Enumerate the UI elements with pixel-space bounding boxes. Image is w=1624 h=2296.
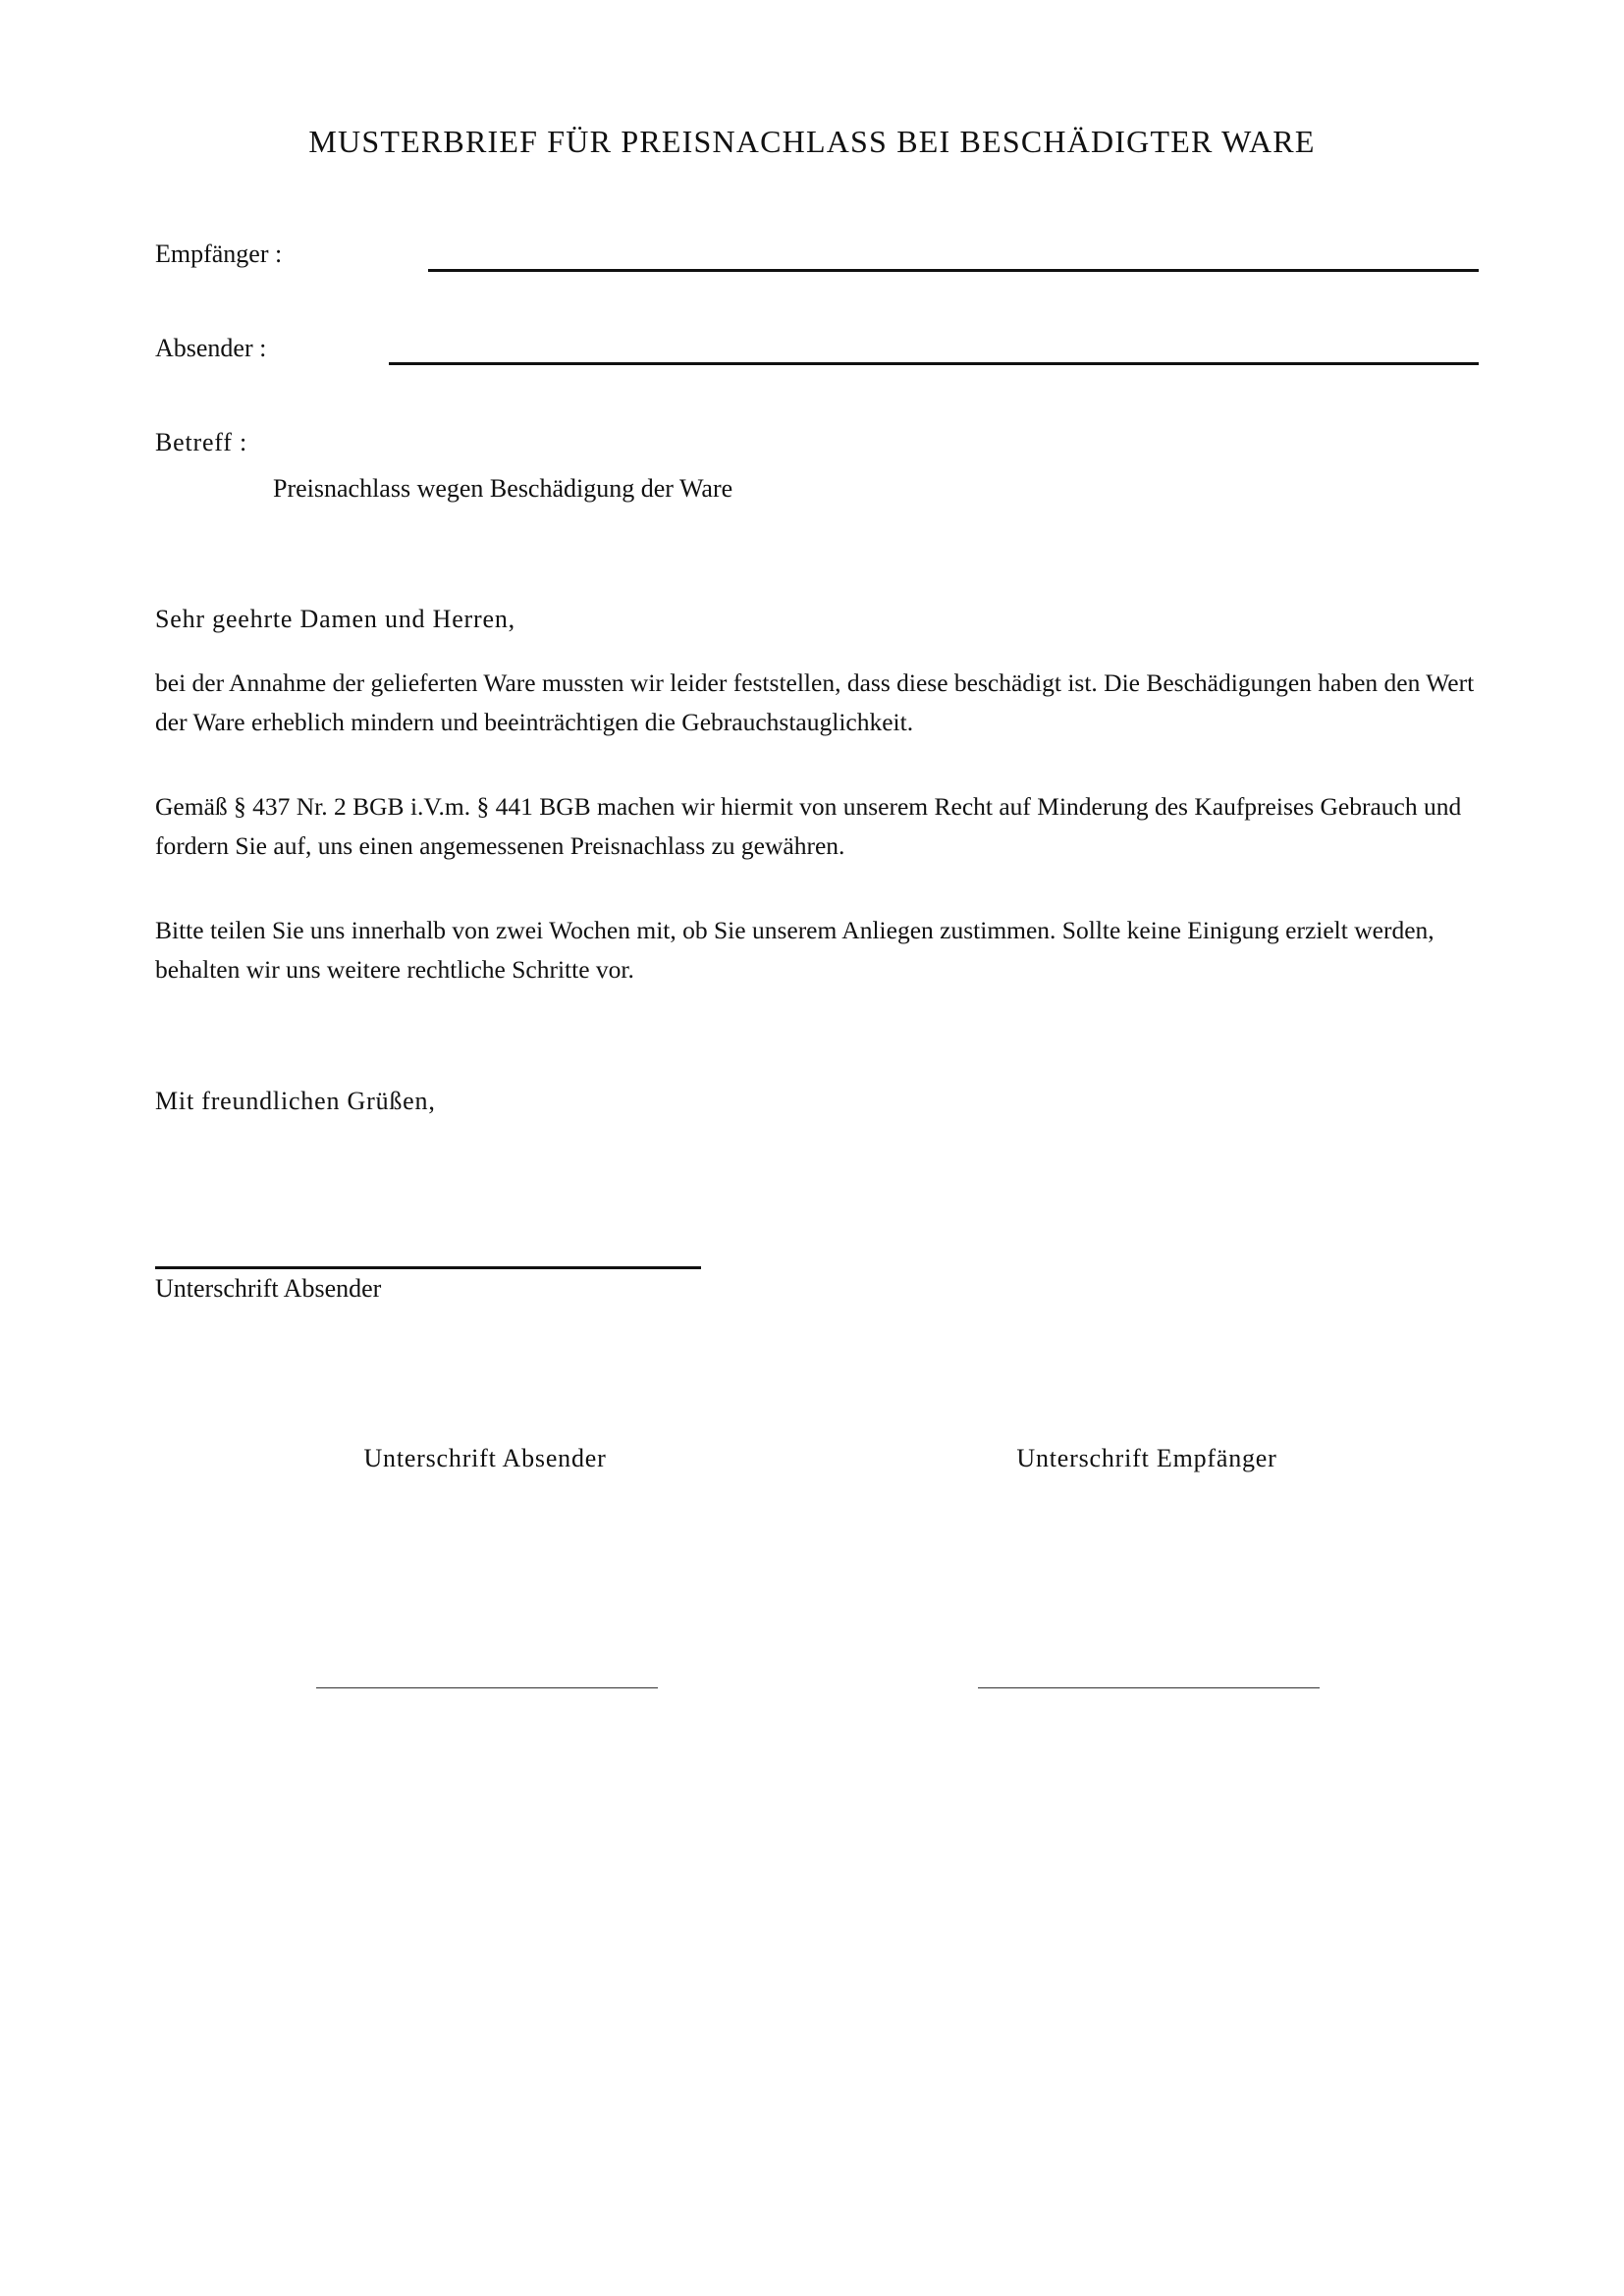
sender-signature-line[interactable] [316, 1687, 658, 1688]
body-paragraph: bei der Annahme der gelieferten Ware mussten wir leider feststellen, dass diese beschädigt ist. Die Beschädigungen haben den Wert der Ware erheblich mindern und beeinträchtigen die Gebrauchstauglichkeit. [155, 668, 1475, 736]
closing: Mit freundlichen Grüßen, [155, 1087, 436, 1115]
signature-line[interactable] [155, 1266, 701, 1269]
recipient-field-line[interactable] [428, 269, 1479, 272]
sender-label: Absender : [155, 334, 267, 362]
subject-text: Preisnachlass wegen Beschädigung der Ware [273, 474, 733, 503]
salutation: Sehr geehrte Damen und Herren, [155, 605, 515, 633]
sender-field-line[interactable] [389, 362, 1479, 365]
subject-label: Betreff : [155, 428, 248, 456]
signature-caption: Unterschrift Absender [155, 1274, 382, 1303]
recipient-label: Empfänger : [155, 240, 283, 268]
body-paragraph: Bitte teilen Sie uns innerhalb von zwei Wochen mit, ob Sie unserem Anliegen zustimmen. Sollte keine Einigung erzielt werden, behalten wir uns weitere rechtliche Schritte vor. [155, 916, 1435, 984]
body-paragraph: Gemäß § 437 Nr. 2 BGB i.V.m. § 441 BGB machen wir hiermit von unserem Recht auf Minderung des Kaufpreises Gebrauch und fordern Sie auf, uns einen angemessenen Preisnachlass zu gewähren. [155, 792, 1462, 860]
recipient-signature-label: Unterschrift Empfänger [1016, 1444, 1277, 1472]
sender-signature-label: Unterschrift Absender [363, 1444, 607, 1472]
document-title: MUSTERBRIEF FÜR PREISNACHLASS BEI BESCHÄDIGTER WARE [308, 124, 1316, 159]
recipient-signature-line[interactable] [978, 1687, 1320, 1688]
